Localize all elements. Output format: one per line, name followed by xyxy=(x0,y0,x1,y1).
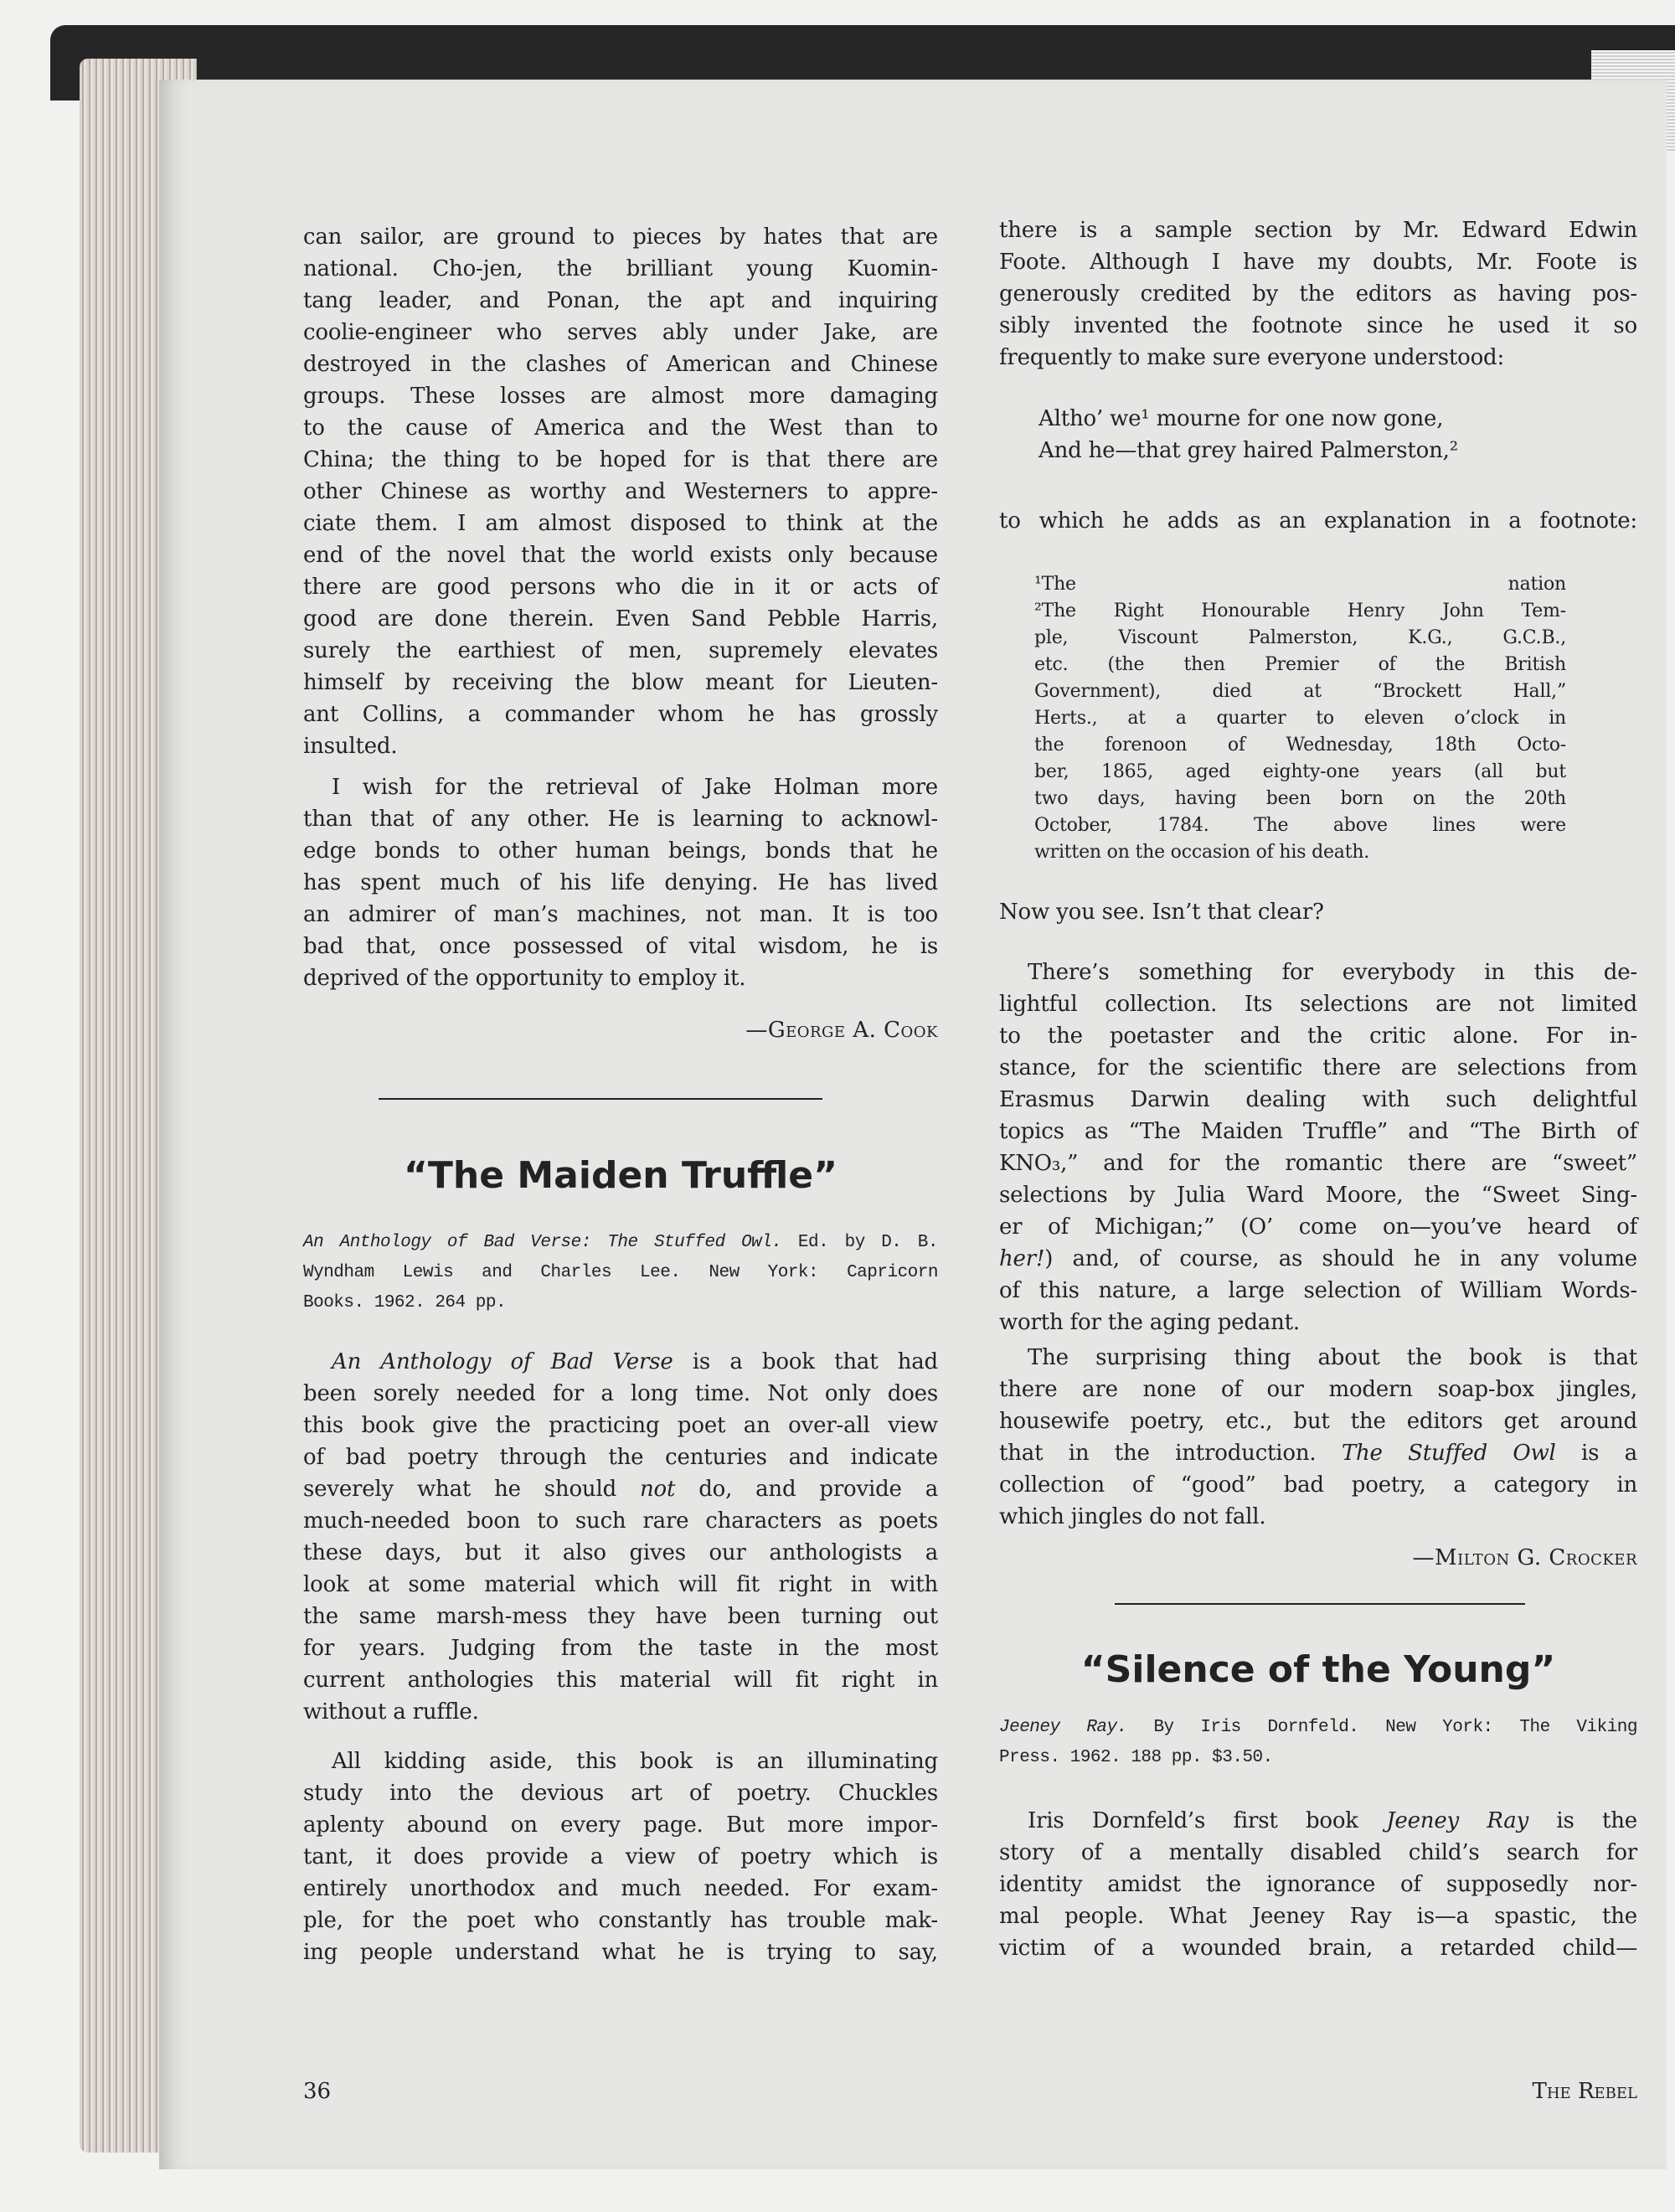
text-line: current anthologies this material will fit right in xyxy=(303,1668,938,1693)
text-line: to the poetaster and the critic alone. For in- xyxy=(999,1024,1637,1049)
text-line: deprived of the opportunity to employ it. xyxy=(303,966,746,991)
text-line: there are none of our modern soap-box jingles, xyxy=(999,1377,1637,1402)
italic-text: The Stuffed Owl xyxy=(1341,1441,1556,1466)
italic-text: An Anthology of Bad Verse: The Stuffed Owl. xyxy=(303,1233,782,1252)
review-title: “The Maiden Truffle” xyxy=(403,1154,838,1197)
text-line: has spent much of his life denying. He has lived xyxy=(303,870,938,895)
text-line: worth for the aging pedant. xyxy=(999,1310,1300,1335)
text-line: of this nature, a large selection of William Words- xyxy=(999,1278,1637,1303)
text-line: tang leader, and Ponan, the apt and inquiring xyxy=(303,288,938,313)
text-line: October, 1784. The above lines were xyxy=(1034,815,1566,836)
text-line xyxy=(999,1713,1637,1743)
paragraph xyxy=(999,505,1637,537)
text-line: mal people. What Jeeney Ray is—a spastic, the xyxy=(999,1904,1637,1929)
text-line: housewife poetry, etc., but the editors get around xyxy=(999,1409,1637,1434)
text-line: destroyed in the clashes of American and Chinese xyxy=(303,352,938,377)
text-line: insulted. xyxy=(303,734,398,759)
text-line: identity amidst the ignorance of supposedly nor- xyxy=(999,1872,1637,1897)
text-line: look at some material which will fit right in with xyxy=(303,1572,938,1597)
text-line: ber, 1865, aged eighty-one years (all but xyxy=(1034,761,1566,782)
paragraph xyxy=(999,214,1637,374)
italic-text: not xyxy=(640,1477,676,1502)
text-line: story of a mentally disabled child’s search for xyxy=(999,1840,1637,1865)
text-line: topics as “The Maiden Truffle” and “The Birth of xyxy=(999,1119,1637,1144)
text-line: Press. 1962. 188 pp. $3.50. xyxy=(999,1748,1273,1767)
text-line: two days, having been born on the 20th xyxy=(1034,788,1566,809)
text-line: been sorely needed for a long time. Not only does xyxy=(303,1381,938,1406)
text-line: And he—that grey haired Palmerston,² xyxy=(1038,438,1458,463)
text-line: I wish for the retrieval of Jake Holman more xyxy=(332,775,938,800)
paragraph xyxy=(303,771,938,994)
text-span: that in the introduction. xyxy=(999,1441,1342,1466)
text-line: study into the devious art of poetry. Chuckles xyxy=(303,1781,938,1806)
text-line: er of Michigan;” (O’ come on—you’ve heard of xyxy=(999,1214,1637,1240)
paragraph xyxy=(999,1805,1637,1964)
section-divider xyxy=(1115,1603,1525,1605)
text-span: do, and provide a xyxy=(675,1477,938,1502)
text-span: is a book that had xyxy=(673,1349,938,1374)
text-line: ciate them. I am almost disposed to think at the xyxy=(303,511,938,536)
text-line xyxy=(303,1228,938,1258)
section-divider xyxy=(379,1098,822,1100)
text-line: generously credited by the editors as having pos- xyxy=(999,281,1637,307)
text-line: stance, for the scientific there are selections from xyxy=(999,1055,1637,1080)
text-line: this book give the practicing poet an over-all view xyxy=(303,1413,938,1438)
text-line: to the cause of America and the West than to xyxy=(303,415,938,441)
text-line: frequently to make sure everyone understood: xyxy=(999,345,1505,370)
book-citation xyxy=(303,1228,938,1318)
text-span: severely what he should xyxy=(303,1477,640,1502)
running-head: The Rebel xyxy=(1532,2079,1637,2104)
text-line: selections by Julia Ward Moore, the “Sweet Sing- xyxy=(999,1183,1637,1208)
text-line: edge bonds to other human beings, bonds that he xyxy=(303,838,938,864)
text-line: All kidding aside, this book is an illuminating xyxy=(332,1749,938,1774)
text-line: coolie-engineer who serves ably under Jake, are xyxy=(303,320,938,345)
text-line: other Chinese as worthy and Westerners to appre- xyxy=(303,479,938,504)
text-line: Wyndham Lewis and Charles Lee. New York: Capricorn xyxy=(303,1263,938,1282)
text-line: tant, it does provide a view of poetry which is xyxy=(303,1844,938,1869)
text-line: The surprising thing about the book is that xyxy=(1028,1345,1637,1370)
paragraph xyxy=(303,1346,938,1728)
italic-text: An Anthology of Bad Verse xyxy=(332,1349,673,1374)
text-line: ²The Right Honourable Henry John Tem- xyxy=(1034,601,1566,621)
text-line: China; the thing to be hoped for is that there are xyxy=(303,447,938,472)
text-line xyxy=(999,1805,1637,1837)
text-line: sibly invented the footnote since he used it so xyxy=(999,313,1637,338)
text-line: lightful collection. Its selections are not limited xyxy=(999,992,1637,1017)
text-line: of bad poetry through the centuries and indicate xyxy=(303,1445,938,1470)
text-span: Iris Dornfeld’s first book xyxy=(1028,1808,1387,1833)
text-line: much-needed boon to such rare characters as poets xyxy=(303,1508,938,1534)
text-line: entirely unorthodox and much needed. For exam- xyxy=(303,1876,938,1901)
text-span: is a xyxy=(1555,1441,1637,1466)
review-title: “Silence of the Young” xyxy=(1080,1648,1556,1691)
text-line: collection of “good” bad poetry, a category in xyxy=(999,1472,1637,1498)
text-line: etc. (the then Premier of the British xyxy=(1034,654,1566,675)
text-line: can sailor, are ground to pieces by hates that are xyxy=(303,224,938,250)
text-line: without a ruffle. xyxy=(303,1699,479,1725)
text-line xyxy=(999,1243,1637,1275)
text-line: which jingles do not fall. xyxy=(999,1504,1266,1529)
text-line: Herts., at a quarter to eleven o’clock in xyxy=(1034,708,1566,729)
text-line: for years. Judging from the taste in the most xyxy=(303,1636,938,1661)
text-line: Government), died at “Brockett Hall,” xyxy=(1034,681,1566,702)
text-line: end of the novel that the world exists only because xyxy=(303,543,938,568)
text-line: there are good persons who die in it or acts of xyxy=(303,575,938,600)
paragraph xyxy=(303,1745,938,1968)
text-line: Books. 1962. 264 pp. xyxy=(303,1293,507,1312)
text-line: Foote. Although I have my doubts, Mr. Foote is xyxy=(999,250,1637,275)
paragraph xyxy=(999,896,1637,928)
text-line: aplenty abound on every page. But more impor- xyxy=(303,1812,938,1838)
text-line xyxy=(303,1473,938,1505)
text-line: surely the earthiest of men, supremely elevates xyxy=(303,638,938,663)
verse-quote xyxy=(1038,403,1625,467)
paragraph xyxy=(999,956,1637,1338)
text-line: bad that, once possessed of vital wisdom, he is xyxy=(303,934,938,959)
text-line: KNO₃,” and for the romantic there are “sweet” xyxy=(999,1151,1637,1176)
text-line: an admirer of man’s machines, not man. It is too xyxy=(303,902,938,927)
italic-text: Jeeney Ray. xyxy=(999,1718,1127,1737)
text-line xyxy=(999,1437,1637,1469)
paragraph xyxy=(999,1342,1637,1533)
text-line: these days, but it also gives our anthologists a xyxy=(303,1540,938,1565)
text-line: victim of a wounded brain, a retarded child— xyxy=(999,1936,1637,1961)
text-line: the forenoon of Wednesday, 18th Octo- xyxy=(1034,735,1566,755)
text-line: groups. These losses are almost more damaging xyxy=(303,384,938,409)
text-line: written on the occasion of his death. xyxy=(1034,842,1370,863)
review-attribution: —George A. Cook xyxy=(745,1018,938,1043)
paragraph xyxy=(303,221,938,762)
italic-text: Jeeney Ray xyxy=(1386,1808,1529,1833)
text-line xyxy=(303,1346,938,1378)
text-line: than that of any other. He is learning to acknowl- xyxy=(303,807,938,832)
text-line: ple, Viscount Palmerston, K.G., G.C.B., xyxy=(1034,627,1566,648)
text-line: Altho’ we¹ mourne for one now gone, xyxy=(1038,406,1444,431)
text-line: Now you see. Isn’t that clear? xyxy=(999,900,1324,925)
text-line: Erasmus Darwin dealing with such delightful xyxy=(999,1087,1637,1112)
text-span: is the xyxy=(1528,1808,1637,1833)
text-span: By Iris Dornfeld. New York: The Viking xyxy=(1126,1718,1637,1737)
page-number: 36 xyxy=(303,2079,332,2104)
book-citation xyxy=(999,1713,1637,1773)
text-span: Ed. by D. B. xyxy=(781,1233,939,1252)
text-line: ant Collins, a commander whom he has grossly xyxy=(303,702,938,727)
text-line: ple, for the poet who constantly has trouble mak- xyxy=(303,1908,938,1933)
text-line: ¹The nation xyxy=(1034,574,1566,595)
text-line: to which he adds as an explanation in a footnote: xyxy=(999,508,1637,534)
italic-text: her! xyxy=(999,1246,1045,1271)
text-span: ) and, of course, as should he in any volume xyxy=(1044,1246,1637,1271)
text-line: himself by receiving the blow meant for Lieuten- xyxy=(303,670,938,695)
text-line: the same marsh-mess they have been turning out xyxy=(303,1604,938,1629)
review-attribution: —Milton G. Crocker xyxy=(1412,1545,1637,1570)
text-line: There’s something for everybody in this de- xyxy=(1028,960,1637,985)
text-line: there is a sample section by Mr. Edward Edwin xyxy=(999,218,1637,243)
text-line: national. Cho-jen, the brilliant young Kuomin- xyxy=(303,256,938,281)
text-line: ing people understand what he is trying to say, xyxy=(303,1940,938,1965)
text-line: good are done therein. Even Sand Pebble Harris, xyxy=(303,606,938,632)
footnotes xyxy=(1034,571,1566,866)
